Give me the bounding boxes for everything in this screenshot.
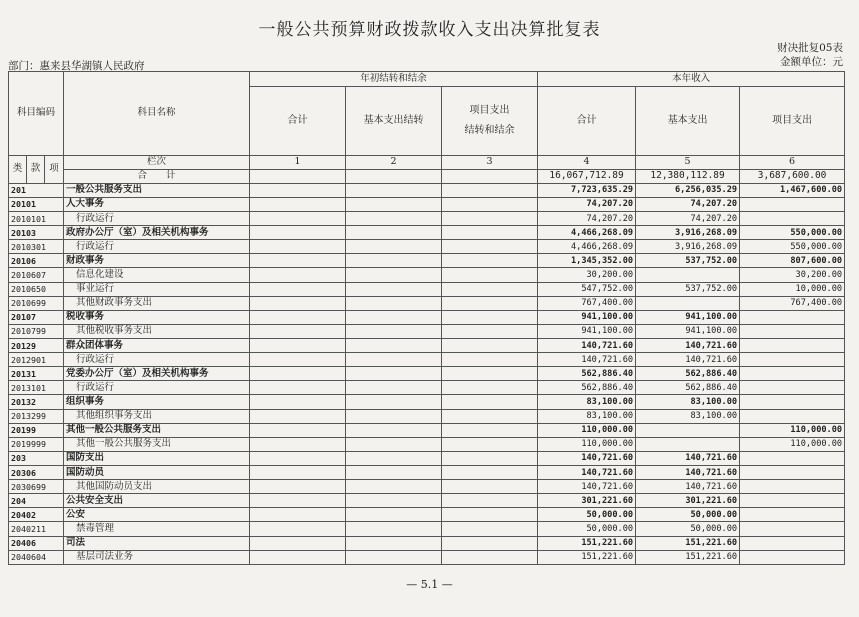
- row-income-total: 547,752.00: [538, 282, 636, 296]
- header-carry-project-line1: 项目支出: [469, 104, 510, 116]
- row-income-total: 74,207.20: [538, 197, 636, 211]
- row-carry-total: [250, 437, 346, 451]
- row-income-total: 83,100.00: [538, 395, 636, 409]
- row-income-total: 4,466,268.09: [538, 240, 636, 254]
- total-carry: [250, 169, 346, 183]
- row-income-total: 7,723,635.29: [538, 183, 636, 197]
- total-income-basic: 12,380,112.89: [636, 169, 740, 183]
- row-code: 2010699: [9, 296, 64, 310]
- table-row: [9, 480, 845, 494]
- row-income-basic: [636, 296, 740, 310]
- table-row: [9, 451, 845, 465]
- row-name: 人大事务: [64, 197, 250, 211]
- row-income-project: 30,200.00: [740, 268, 845, 282]
- row-carry-basic: [346, 494, 442, 508]
- row-carry-basic: [346, 240, 442, 254]
- row-name: 行政运行: [64, 353, 250, 367]
- row-income-total: 110,000.00: [538, 423, 636, 437]
- row-carry-basic: [346, 212, 442, 226]
- row-name: 其他一般公共服务支出: [64, 423, 250, 437]
- row-carry-total: [250, 423, 346, 437]
- row-income-total: 562,886.40: [538, 381, 636, 395]
- row-carry-basic: [346, 183, 442, 197]
- row-carry-project: [442, 226, 538, 240]
- row-income-basic: 140,721.60: [636, 480, 740, 494]
- header-lei: 类: [9, 155, 27, 183]
- row-carry-project: [442, 423, 538, 437]
- table-row: [9, 197, 845, 211]
- row-carry-total: [250, 550, 346, 564]
- row-income-total: 1,345,352.00: [538, 254, 636, 268]
- row-carry-basic: [346, 268, 442, 282]
- row-income-project: [740, 353, 845, 367]
- row-name: 公共安全支出: [64, 494, 250, 508]
- row-carry-basic: [346, 226, 442, 240]
- row-income-total: 140,721.60: [538, 451, 636, 465]
- row-income-project: [740, 324, 845, 338]
- amount-unit: 金额单位：元: [780, 56, 843, 68]
- row-income-project: 110,000.00: [740, 423, 845, 437]
- row-carry-basic: [346, 522, 442, 536]
- header-kuan: 款: [27, 155, 45, 183]
- page-number: — 5.1 —: [406, 578, 453, 591]
- row-code: 20107: [9, 310, 64, 324]
- row-carry-project: [442, 409, 538, 423]
- row-carry-project: [442, 437, 538, 451]
- col-num-4: 4: [538, 155, 636, 169]
- row-code: 2040211: [9, 522, 64, 536]
- row-income-basic: 140,721.60: [636, 451, 740, 465]
- total-label: 合 计: [64, 169, 250, 183]
- header-carry-project: [442, 87, 538, 155]
- table-row: [9, 536, 845, 550]
- row-income-project: [740, 466, 845, 480]
- row-carry-project: [442, 282, 538, 296]
- row-carry-total: [250, 183, 346, 197]
- row-code: 2012901: [9, 353, 64, 367]
- row-carry-basic: [346, 197, 442, 211]
- row-carry-basic: [346, 310, 442, 324]
- row-income-project: [740, 508, 845, 522]
- row-carry-total: [250, 296, 346, 310]
- row-carry-total: [250, 494, 346, 508]
- row-code: 20132: [9, 395, 64, 409]
- header-carry-group: 年初结转和结余: [250, 72, 538, 87]
- row-carry-total: [250, 324, 346, 338]
- table-row: [9, 282, 845, 296]
- row-carry-basic: [346, 367, 442, 381]
- row-carry-basic: [346, 536, 442, 550]
- row-carry-total: [250, 339, 346, 353]
- row-income-basic: 941,100.00: [636, 324, 740, 338]
- row-income-project: [740, 480, 845, 494]
- table-row: [9, 508, 845, 522]
- row-code: 2010607: [9, 268, 64, 282]
- row-carry-total: [250, 197, 346, 211]
- row-income-total: 140,721.60: [538, 466, 636, 480]
- row-income-project: [740, 522, 845, 536]
- row-carry-project: [442, 339, 538, 353]
- table-row: [9, 522, 845, 536]
- row-code: 20402: [9, 508, 64, 522]
- row-carry-total: [250, 226, 346, 240]
- row-carry-basic: [346, 423, 442, 437]
- row-income-basic: 301,221.60: [636, 494, 740, 508]
- row-carry-basic: [346, 409, 442, 423]
- row-name: 财政事务: [64, 254, 250, 268]
- table-row: [9, 212, 845, 226]
- row-income-project: [740, 409, 845, 423]
- row-income-basic: 74,207.20: [636, 212, 740, 226]
- row-name: 党委办公厅（室）及相关机构事务: [64, 367, 250, 381]
- row-carry-total: [250, 353, 346, 367]
- row-code: 2010101: [9, 212, 64, 226]
- row-name: 信息化建设: [64, 268, 250, 282]
- row-code: 204: [9, 494, 64, 508]
- row-income-basic: 941,100.00: [636, 310, 740, 324]
- row-code: 2030699: [9, 480, 64, 494]
- row-name: 司法: [64, 536, 250, 550]
- row-carry-project: [442, 254, 538, 268]
- row-income-total: 767,400.00: [538, 296, 636, 310]
- row-income-project: [740, 197, 845, 211]
- row-code: 20306: [9, 466, 64, 480]
- budget-table: [8, 71, 845, 565]
- row-carry-project: [442, 353, 538, 367]
- row-income-total: 4,466,268.09: [538, 226, 636, 240]
- header-subject-code: 科目编码: [9, 72, 64, 156]
- row-name: 基层司法业务: [64, 550, 250, 564]
- department-label: 部门：惠来县华湖镇人民政府: [8, 60, 145, 72]
- row-carry-project: [442, 367, 538, 381]
- header-xiang: 项: [45, 155, 64, 183]
- row-carry-basic: [346, 480, 442, 494]
- row-carry-total: [250, 395, 346, 409]
- col-num-1: 1: [250, 155, 346, 169]
- total-carry-project: [442, 169, 538, 183]
- row-income-total: 941,100.00: [538, 324, 636, 338]
- row-income-project: 550,000.00: [740, 226, 845, 240]
- row-carry-basic: [346, 451, 442, 465]
- row-income-total: 140,721.60: [538, 480, 636, 494]
- row-income-basic: 83,100.00: [636, 395, 740, 409]
- row-income-project: [740, 381, 845, 395]
- table-row: [9, 494, 845, 508]
- row-carry-project: [442, 310, 538, 324]
- row-code: 2010799: [9, 324, 64, 338]
- row-income-basic: 83,100.00: [636, 409, 740, 423]
- col-num-3: 3: [442, 155, 538, 169]
- row-carry-basic: [346, 381, 442, 395]
- table-row: [9, 437, 845, 451]
- row-income-basic: 140,721.60: [636, 466, 740, 480]
- row-name: 群众团体事务: [64, 339, 250, 353]
- row-carry-total: [250, 451, 346, 465]
- row-name: 组织事务: [64, 395, 250, 409]
- row-carry-basic: [346, 296, 442, 310]
- row-carry-total: [250, 480, 346, 494]
- row-name: 行政运行: [64, 212, 250, 226]
- row-income-project: [740, 339, 845, 353]
- row-code: 2040604: [9, 550, 64, 564]
- header-income-total: 合计: [538, 87, 636, 155]
- row-code: 20103: [9, 226, 64, 240]
- row-name: 一般公共服务支出: [64, 183, 250, 197]
- row-income-project: 10,000.00: [740, 282, 845, 296]
- row-carry-total: [250, 310, 346, 324]
- row-carry-basic: [346, 508, 442, 522]
- row-income-basic: [636, 268, 740, 282]
- row-income-project: [740, 451, 845, 465]
- row-income-total: 151,221.60: [538, 550, 636, 564]
- row-carry-project: [442, 268, 538, 282]
- row-carry-basic: [346, 282, 442, 296]
- row-code: 20199: [9, 423, 64, 437]
- row-income-project: [740, 536, 845, 550]
- row-code: 2010650: [9, 282, 64, 296]
- table-row: [9, 268, 845, 282]
- table-row: [9, 254, 845, 268]
- row-carry-project: [442, 536, 538, 550]
- row-carry-project: [442, 466, 538, 480]
- row-carry-basic: [346, 466, 442, 480]
- table-row: [9, 367, 845, 381]
- row-income-basic: 151,221.60: [636, 536, 740, 550]
- row-income-project: [740, 494, 845, 508]
- table-row: [9, 310, 845, 324]
- row-income-project: 1,467,600.00: [740, 183, 845, 197]
- row-carry-project: [442, 212, 538, 226]
- row-carry-basic: [346, 395, 442, 409]
- row-carry-basic: [346, 353, 442, 367]
- row-income-basic: 537,752.00: [636, 254, 740, 268]
- row-income-project: [740, 550, 845, 564]
- row-income-project: 767,400.00: [740, 296, 845, 310]
- row-income-total: 301,221.60: [538, 494, 636, 508]
- row-income-total: 562,886.40: [538, 367, 636, 381]
- row-carry-project: [442, 324, 538, 338]
- row-income-total: 50,000.00: [538, 522, 636, 536]
- table-row: [9, 353, 845, 367]
- table-row: [9, 183, 845, 197]
- row-income-total: 83,100.00: [538, 409, 636, 423]
- table-row: [9, 296, 845, 310]
- row-carry-total: [250, 508, 346, 522]
- row-code: 20106: [9, 254, 64, 268]
- row-income-project: [740, 367, 845, 381]
- row-carry-total: [250, 367, 346, 381]
- row-income-project: 807,600.00: [740, 254, 845, 268]
- table-row: [9, 240, 845, 254]
- row-code: 20131: [9, 367, 64, 381]
- row-carry-total: [250, 282, 346, 296]
- row-name: 国防动员: [64, 466, 250, 480]
- row-income-basic: [636, 423, 740, 437]
- row-carry-project: [442, 494, 538, 508]
- col-num-2: 2: [346, 155, 442, 169]
- row-name: 其他财政事务支出: [64, 296, 250, 310]
- page-title: 一般公共预算财政拨款收入支出决算批复表: [258, 20, 601, 40]
- row-name: 公安: [64, 508, 250, 522]
- row-income-total: 151,221.60: [538, 536, 636, 550]
- row-carry-project: [442, 183, 538, 197]
- row-income-total: 30,200.00: [538, 268, 636, 282]
- row-income-total: 140,721.60: [538, 353, 636, 367]
- table-row: [9, 423, 845, 437]
- row-income-total: 50,000.00: [538, 508, 636, 522]
- table-row: [9, 395, 845, 409]
- row-income-basic: 140,721.60: [636, 339, 740, 353]
- row-carry-project: [442, 508, 538, 522]
- row-income-total: 140,721.60: [538, 339, 636, 353]
- row-carry-total: [250, 254, 346, 268]
- total-income: 16,067,712.89: [538, 169, 636, 183]
- row-carry-basic: [346, 437, 442, 451]
- row-code: 2019999: [9, 437, 64, 451]
- header-income-basic: 基本支出: [636, 87, 740, 155]
- row-carry-total: [250, 381, 346, 395]
- row-name: 其他税收事务支出: [64, 324, 250, 338]
- row-carry-total: [250, 409, 346, 423]
- row-name: 其他国防动员支出: [64, 480, 250, 494]
- row-name: 税收事务: [64, 310, 250, 324]
- row-name: 国防支出: [64, 451, 250, 465]
- row-carry-basic: [346, 339, 442, 353]
- col-num-5: 5: [636, 155, 740, 169]
- row-income-basic: 537,752.00: [636, 282, 740, 296]
- row-income-project: 110,000.00: [740, 437, 845, 451]
- row-code: 2010301: [9, 240, 64, 254]
- row-name: 事业运行: [64, 282, 250, 296]
- header-carry-project-line2: 结转和结余: [464, 124, 515, 136]
- header-income-project: 项目支出: [740, 87, 845, 155]
- row-name: 政府办公厅（室）及相关机构事务: [64, 226, 250, 240]
- row-code: 203: [9, 451, 64, 465]
- row-carry-project: [442, 480, 538, 494]
- table-row: [9, 550, 845, 564]
- form-code: 财决批复05表: [777, 42, 843, 54]
- row-carry-total: [250, 212, 346, 226]
- row-carry-total: [250, 466, 346, 480]
- header-income-group: 本年收入: [538, 72, 845, 87]
- row-income-basic: 3,916,268.09: [636, 226, 740, 240]
- row-carry-total: [250, 240, 346, 254]
- row-income-project: [740, 395, 845, 409]
- table-row: [9, 226, 845, 240]
- row-name: 行政运行: [64, 240, 250, 254]
- row-income-basic: 140,721.60: [636, 353, 740, 367]
- header-carry-total: 合计: [250, 87, 346, 155]
- row-income-project: [740, 212, 845, 226]
- row-carry-total: [250, 268, 346, 282]
- row-income-basic: 562,886.40: [636, 381, 740, 395]
- row-income-total: 941,100.00: [538, 310, 636, 324]
- row-carry-project: [442, 395, 538, 409]
- table-row: [9, 409, 845, 423]
- row-income-total: 110,000.00: [538, 437, 636, 451]
- row-carry-project: [442, 240, 538, 254]
- table-row: [9, 381, 845, 395]
- row-income-basic: 74,207.20: [636, 197, 740, 211]
- row-income-total: 74,207.20: [538, 212, 636, 226]
- table-row: [9, 339, 845, 353]
- table-row: [9, 324, 845, 338]
- row-carry-project: [442, 550, 538, 564]
- row-carry-basic: [346, 254, 442, 268]
- row-carry-total: [250, 522, 346, 536]
- row-code: 20129: [9, 339, 64, 353]
- row-code: 20406: [9, 536, 64, 550]
- row-income-basic: 3,916,268.09: [636, 240, 740, 254]
- row-income-project: 550,000.00: [740, 240, 845, 254]
- row-income-project: [740, 310, 845, 324]
- row-code: 201: [9, 183, 64, 197]
- row-name: 其他组织事务支出: [64, 409, 250, 423]
- row-carry-project: [442, 197, 538, 211]
- col-num-6: 6: [740, 155, 845, 169]
- table-row: [9, 466, 845, 480]
- row-income-basic: 50,000.00: [636, 508, 740, 522]
- row-income-basic: 562,886.40: [636, 367, 740, 381]
- header-subject-name: 科目名称: [64, 72, 250, 156]
- row-income-basic: [636, 437, 740, 451]
- row-carry-project: [442, 381, 538, 395]
- row-carry-basic: [346, 324, 442, 338]
- row-code: 20101: [9, 197, 64, 211]
- row-name: 其他一般公共服务支出: [64, 437, 250, 451]
- row-name: 行政运行: [64, 381, 250, 395]
- row-income-basic: 6,256,035.29: [636, 183, 740, 197]
- header-lanci: 栏次: [64, 155, 250, 169]
- header-carry-basic: 基本支出结转: [346, 87, 442, 155]
- row-code: 2013101: [9, 381, 64, 395]
- row-carry-basic: [346, 550, 442, 564]
- row-carry-project: [442, 451, 538, 465]
- row-carry-total: [250, 536, 346, 550]
- row-carry-project: [442, 522, 538, 536]
- row-income-basic: 151,221.60: [636, 550, 740, 564]
- row-code: 2013299: [9, 409, 64, 423]
- row-name: 禁毒管理: [64, 522, 250, 536]
- total-income-project: 3,687,600.00: [740, 169, 845, 183]
- total-carry-basic: [346, 169, 442, 183]
- row-carry-project: [442, 296, 538, 310]
- row-income-basic: 50,000.00: [636, 522, 740, 536]
